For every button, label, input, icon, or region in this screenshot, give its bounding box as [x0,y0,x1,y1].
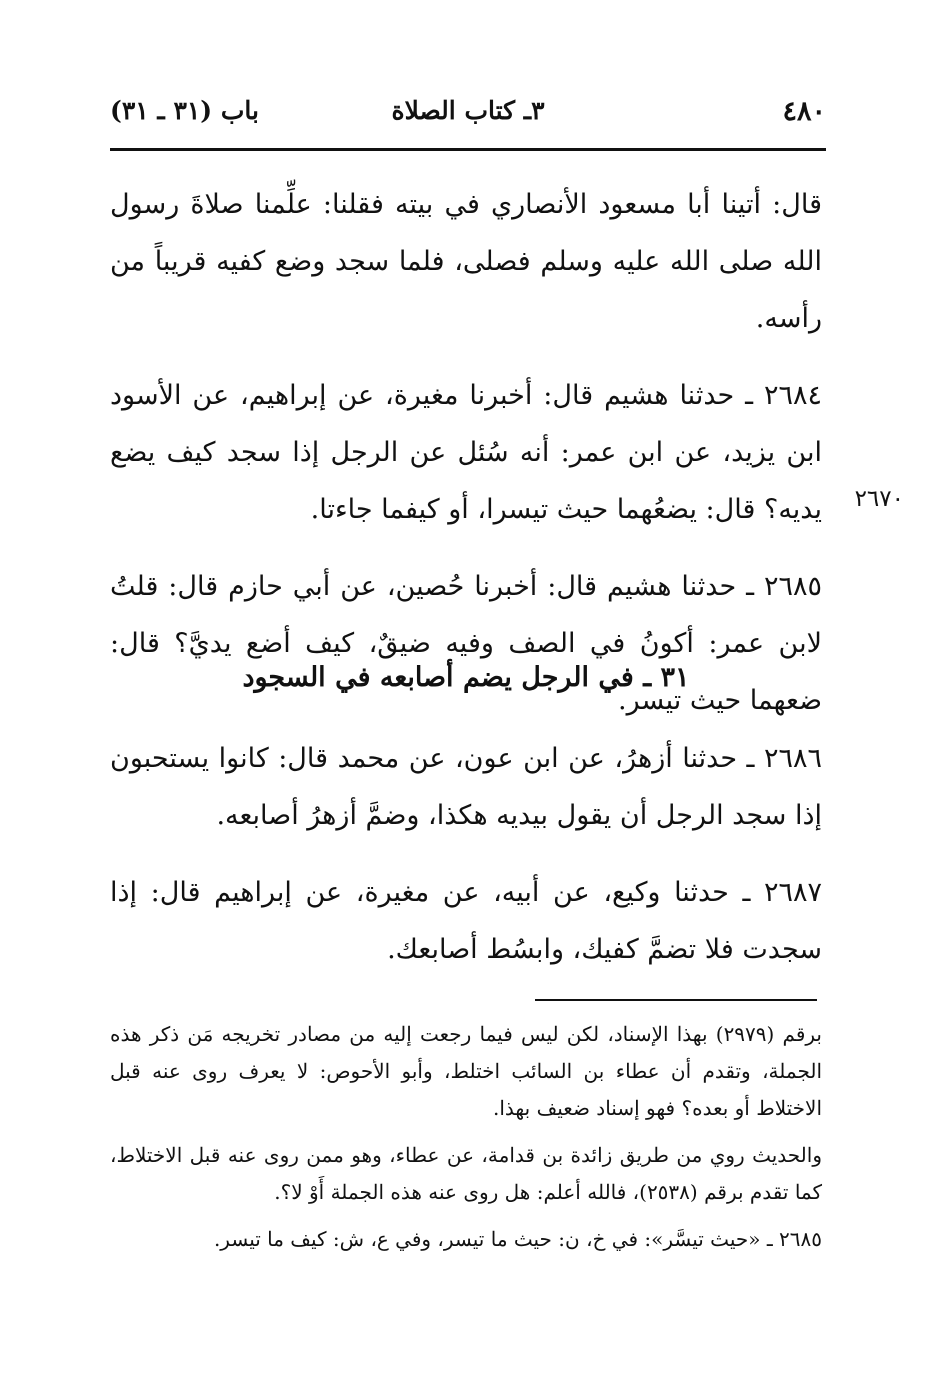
hadith-2684: ٢٦٨٤ ـ حدثنا هشيم قال: أخبرنا مغيرة، عن إبراهيم، عن الأسود ابن يزيد، عن ابن عمر: أنه سُئل عن الرجل إذا سجد كيف يضع يديه؟ قال: يضعُهما حيث تيسرا، أو كيفما جاءتا. [110,380,822,525]
chapter-range: باب (٣١ ـ ٣١) [110,96,259,125]
book-title: ٣ـ كتاب الصلاة [391,96,545,125]
header-divider [110,148,826,151]
paragraph-continuation: قال: أتينا أبا مسعود الأنصاري في بيته فقلنا: علِّمنا صلاةَ رسول الله صلى الله عليه وسلم فصلى، فلما سجد وضع كفيه قريباً من رأسه. [110,189,822,334]
hadith-2686: ٢٦٨٦ ـ حدثنا أزهرُ، عن ابن عون، عن محمد قال: كانوا يستحبون إذا سجد الرجل أن يقول بيديه هكذا، وضمَّ أزهرُ أصابعه. [110,743,822,831]
footnote-1: برقم (٢٩٧٩) بهذا الإسناد، لكن ليس فيما رجعت إليه من مصادر تخريجه مَن ذكر هذه الجملة، وتقدم أن عطاء بن السائب اختلط، وأبو الأحوص: لا يعرف روى عنه قبل الاختلاط أو بعده؟ فهو إسناد ضعيف بهذا. [110,1022,822,1120]
footnotes-block [110,1016,822,1268]
footnote-3: ٢٦٨٥ ـ «حيث تيسَّر»: في خ، ن: حيث ما تيسر، وفي ع، ش: كيف ما تيسر. [213,1227,822,1251]
margin-reference-number: ٢٦٧٠ [854,486,904,512]
section-heading: ٣١ ـ في الرجل يضم أصابعه في السجود [242,662,690,693]
hadith-2685: ٢٦٨٥ ـ حدثنا هشيم قال: أخبرنا حُصين، عن أبي حازم قال: قلتُ لابن عمر: أكونُ في الصف وفيه ضيقٌ، كيف أضع يديَّ؟ قال: ضعهما حيث تيسر. [110,571,822,716]
hadith-2687: ٢٦٨٧ ـ حدثنا وكيع، عن أبيه، عن مغيرة، عن إبراهيم قال: إذا سجدت فلا تضمَّ كفيك، وابسُط أصابعك. [110,877,822,965]
footnote-divider [535,999,817,1001]
main-text-block-2 [110,730,822,998]
footnote-2: والحديث روي من طريق زائدة بن قدامة، عن عطاء، وهو ممن روى عنه قبل الاختلاط، كما تقدم برقم (٢٥٣٨)، فالله أعلم: هل روى عنه هذه الجملة أَوْ لا؟. [110,1143,822,1204]
page-number: ٤٨٠ [782,96,826,127]
page-header [110,92,826,142]
